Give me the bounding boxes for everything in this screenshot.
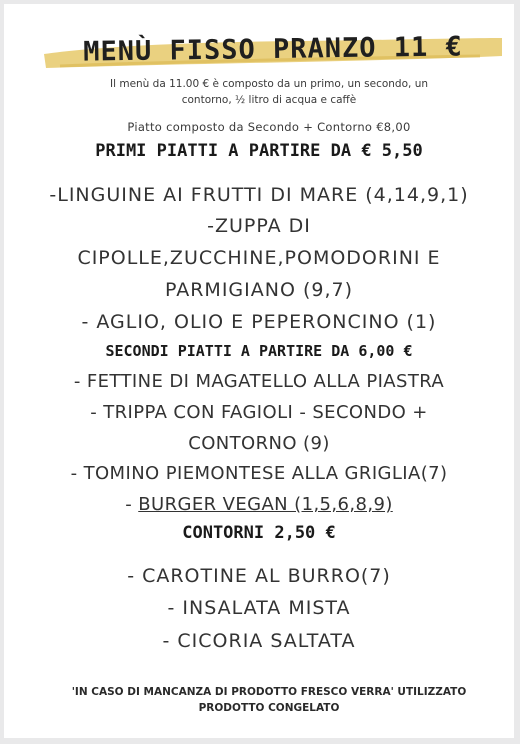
menu-item: - TOMINO PIEMONTESE ALLA GRIGLIA(7) (70, 463, 448, 484)
menu-item: - CICORIA SALTATA (162, 630, 356, 652)
item-prefix: - (125, 494, 139, 515)
combo-note: Piatto composto da Secondo + Contorno €8,00 (127, 120, 411, 134)
menu-item: - TRIPPA CON FAGIOLI - SECONDO + (90, 402, 428, 423)
menu-item: -ZUPPA DI (207, 215, 311, 237)
menu-item: CIPOLLE,ZUCCHINE,POMODORINI E (77, 247, 441, 269)
footer-note (24, 684, 514, 716)
menu-item: PARMIGIANO (9,7) (164, 279, 353, 301)
menu-page (4, 4, 514, 738)
item-label: BURGER VEGAN (1,5,6,8,9) (138, 494, 393, 515)
footer-line: 'IN CASO DI MANCANZA DI PRODOTTO FRESCO VERRA' UTILIZZATO (71, 686, 467, 698)
menu-item: -LINGUINE AI FRUTTI DI MARE (4,14,9,1) (49, 184, 469, 206)
menu-item: - CAROTINE AL BURRO(7) (127, 565, 391, 587)
secondi-heading: SECONDI PIATTI A PARTIRE DA 6,00 € (105, 342, 413, 360)
description-line: contorno, ½ litro di acqua e caffè (181, 94, 357, 106)
primi-heading: PRIMI PIATTI A PARTIRE DA € 5,50 (95, 141, 423, 161)
menu-item: - AGLIO, OLIO E PEPERONCINO (1) (81, 311, 437, 333)
menu-item: - INSALATA MISTA (167, 597, 351, 619)
title-banner (40, 32, 506, 72)
menu-item: - FETTINE DI MAGATELLO ALLA PIASTRA (73, 371, 445, 392)
contorni-heading: CONTORNI 2,50 € (182, 523, 336, 543)
menu-description (44, 76, 494, 108)
description-line: Il menù da 11.00 € è composto da un primo, un secondo, un (109, 78, 428, 90)
menu-item: CONTORNO (9) (188, 433, 330, 454)
menu-item-burger (4, 494, 514, 515)
footer-line: PRODOTTO CONGELATO (198, 702, 340, 714)
menu-title: MENÙ FISSO PRANZO 11 € (82, 31, 464, 68)
